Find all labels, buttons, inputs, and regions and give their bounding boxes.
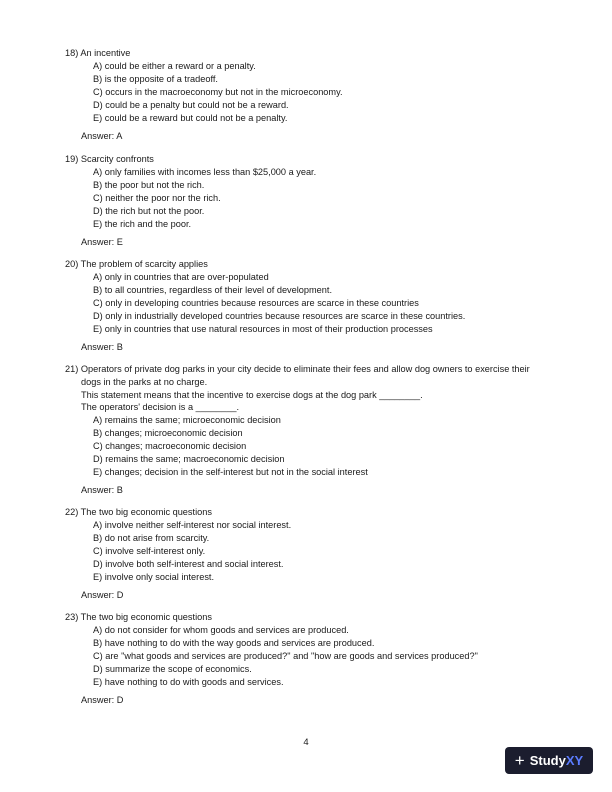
- question-text: The two big economic questions: [80, 612, 212, 622]
- choice-d: D) involve both self-interest and social interest.: [93, 559, 284, 569]
- question-number: 20): [65, 259, 79, 269]
- question-22: [65, 506, 565, 602]
- question-21: [65, 363, 565, 497]
- choice-list: [65, 519, 565, 584]
- question-23: [65, 611, 565, 707]
- plus-icon: +: [514, 750, 525, 770]
- choice-list: [65, 271, 565, 336]
- question-stem: [65, 506, 565, 519]
- choice-e: E) the rich and the poor.: [93, 219, 192, 229]
- answer-line: Answer: B: [81, 484, 123, 495]
- logo-text-study: Study: [529, 753, 566, 768]
- choice-a: A) only in countries that are over-populated: [93, 272, 269, 282]
- question-text: An incentive: [80, 48, 131, 58]
- question-19: [65, 153, 565, 249]
- choice-list: [65, 624, 565, 689]
- choice-b: B) to all countries, regardless of their level of development.: [93, 285, 332, 295]
- question-stem: [65, 153, 565, 166]
- question-text: The problem of scarcity applies: [80, 259, 208, 269]
- choice-b: B) do not arise from scarcity.: [93, 533, 210, 543]
- question-stem: [65, 258, 565, 271]
- answer-line: Answer: B: [81, 342, 123, 352]
- question-stem: [65, 47, 565, 60]
- question-number: 21): [65, 364, 79, 374]
- question-20: [65, 258, 565, 354]
- choice-a: A) could be either a reward or a penalty.: [93, 61, 256, 71]
- question-text: Operators of private dog parks in your city decide to eliminate their fees and allow dog owners to exercise their: [80, 364, 530, 374]
- question-stem: [65, 611, 565, 624]
- answer-line: Answer: D: [81, 590, 124, 600]
- question-number: 19): [65, 154, 79, 164]
- choice-e: E) involve only social interest.: [93, 572, 215, 582]
- question-text-line3: The operators' decision is a ________.: [81, 402, 240, 413]
- question-text-line2: This statement means that the incentive to exercise dogs at the dog park ________.: [81, 389, 423, 400]
- choice-d: D) the rich but not the poor.: [93, 206, 205, 216]
- question-number: 18): [65, 48, 79, 58]
- question-number: 23): [65, 612, 79, 622]
- choice-e: E) changes; decision in the self-interest but not in the social interest: [93, 466, 368, 477]
- question-stem-continued: [65, 376, 565, 414]
- choice-c: C) are "what goods and services are produced?" and "how are goods and services produced?": [93, 651, 478, 661]
- choice-a: A) involve neither self-interest nor social interest.: [93, 520, 292, 530]
- choice-d: D) remains the same; macroeconomic decision: [93, 453, 285, 464]
- question-18: [65, 47, 565, 143]
- studyxy-logo[interactable]: [505, 747, 593, 774]
- logo-text-xy: XY: [565, 753, 584, 768]
- choice-e: E) could be a reward but could not be a penalty.: [93, 113, 288, 123]
- choice-d: D) summarize the scope of economics.: [93, 664, 252, 674]
- choice-c: C) involve self-interest only.: [93, 546, 206, 556]
- question-text: The two big economic questions: [80, 507, 212, 517]
- answer-line: Answer: A: [81, 131, 123, 141]
- choice-b: B) have nothing to do with the way goods and services are produced.: [93, 638, 375, 648]
- choice-a: A) remains the same; microeconomic decision: [93, 414, 281, 425]
- choice-list: [65, 60, 565, 125]
- choice-b: B) changes; microeconomic decision: [93, 427, 243, 438]
- choice-c: C) occurs in the macroeconomy but not in the microeconomy.: [93, 87, 343, 97]
- question-text-cont: dogs in the parks at no charge.: [81, 377, 208, 387]
- answer-line: Answer: D: [81, 695, 124, 705]
- choice-d: D) only in industrially developed countries because resources are scarce in these countries.: [93, 311, 466, 321]
- question-text: Scarcity confronts: [80, 154, 154, 164]
- choice-e: E) have nothing to do with goods and services.: [93, 677, 284, 687]
- choice-a: A) only families with incomes less than $25,000 a year.: [93, 167, 317, 177]
- question-stem: [65, 363, 565, 376]
- answer-line: Answer: E: [81, 237, 123, 247]
- choice-list: [65, 166, 565, 231]
- choice-list: [65, 414, 565, 479]
- question-number: 22): [65, 507, 79, 517]
- choice-d: D) could be a penalty but could not be a reward.: [93, 100, 289, 110]
- choice-e: E) only in countries that use natural resources in most of their production processes: [93, 324, 433, 334]
- choice-b: B) is the opposite of a tradeoff.: [93, 74, 218, 84]
- page-number: 4: [303, 737, 309, 748]
- choice-c: C) changes; macroeconomic decision: [93, 440, 247, 451]
- choice-a: A) do not consider for whom goods and services are produced.: [93, 625, 349, 635]
- choice-c: C) neither the poor nor the rich.: [93, 193, 221, 203]
- choice-c: C) only in developing countries because resources are scarce in these countries: [93, 298, 419, 308]
- choice-b: B) the poor but not the rich.: [93, 180, 205, 190]
